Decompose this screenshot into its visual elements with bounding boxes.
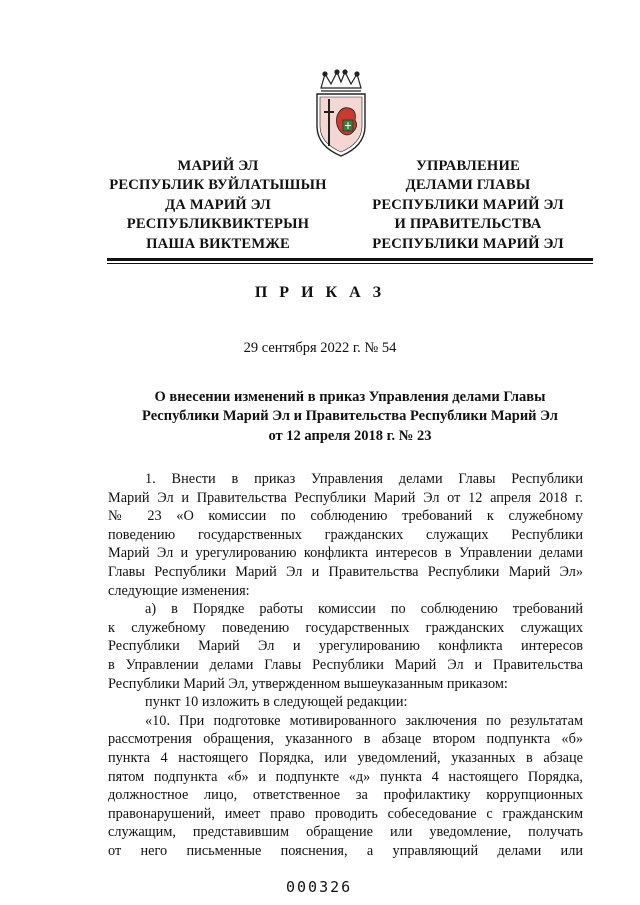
body-line: от него письменные пояснения, а управляющий делами или <box>108 842 583 859</box>
header-right-line: И ПРАВИТЕЛЬСТВА <box>394 216 542 233</box>
body-line: поведению государственных гражданских служащих Республики <box>108 526 583 543</box>
order-body-text <box>108 470 583 860</box>
body-line: Марий Эл и Правительства Республики Марий Эл от 12 апреля 2018 г. <box>108 489 583 506</box>
header-right-line: РЕСПУБЛИКИ МАРИЙ ЭЛ <box>372 235 564 252</box>
body-line: Марий Эл и урегулированию конфликта интересов в Управлении делами <box>108 545 583 562</box>
header-left-line: РЕСПУБЛИК ВУЙЛАТЫШЫН <box>109 177 327 194</box>
body-line: правонарушений, имеет право проводить собеседование с гражданским <box>108 805 583 822</box>
header-right-block <box>352 157 584 254</box>
header-divider-thick <box>107 258 593 261</box>
republic-emblem-icon <box>311 66 371 158</box>
body-line: пятом подпункта «б» и подпункте «д» пункта 4 настоящего Порядка, <box>108 768 583 785</box>
header-left-line: МАРИЙ ЭЛ <box>177 158 259 174</box>
header-right-line: РЕСПУБЛИКИ МАРИЙ ЭЛ <box>372 196 564 213</box>
body-line: служащим, представившим обращение или уведомление, получать <box>108 824 583 841</box>
crown-icon <box>321 70 361 91</box>
header-left-line: ПАША ВИКТЕМЖЕ <box>146 235 290 252</box>
order-subject <box>108 388 592 446</box>
order-date-number: 29 сентября 2022 г. № 54 <box>243 340 397 356</box>
body-line: пункта 4 настоящего Порядка, или уведомлений, указанных в абзаце <box>108 749 583 766</box>
subject-line: Республики Марий Эл и Правительства Республики Марий Эл <box>142 408 558 425</box>
header-left-line: РЕСПУБЛИКВИКТЕРЫН <box>126 216 310 233</box>
header-left-line: ДА МАРИЙ ЭЛ <box>165 196 271 213</box>
body-line: следующие изменения: <box>108 582 250 599</box>
body-line: Главы Республики Марий Эл и Правительства Республики Марий Эл» <box>108 563 583 580</box>
subject-line: от 12 апреля 2018 г. № 23 <box>268 427 432 444</box>
page-number-stamp: 000326 <box>286 878 353 896</box>
body-line: должностное лицо, ответственное за профилактику коррупционных <box>108 787 583 804</box>
body-line: № 23 «О комиссии по соблюдению требований к служебному <box>108 508 583 525</box>
body-line: в Управлении делами Главы Республики Марий Эл и Правительства <box>108 656 583 673</box>
document-title: П Р И К А З <box>254 284 386 301</box>
body-line: рассмотрения обращения, указанного в абзаце втором подпункта «б» <box>108 731 583 748</box>
subject-line: О внесении изменений в приказ Управления делами Главы <box>154 389 546 405</box>
body-line: пункт 10 изложить в следующей редакции: <box>145 694 408 711</box>
body-line: к служебному поведению государственных гражданских служащих <box>108 619 583 636</box>
body-line: а) в Порядке работы комиссии по соблюдению требований <box>145 601 583 618</box>
body-line: «10. При подготовке мотивированного заключения по результатам <box>145 712 583 729</box>
body-line: Республики Марий Эл, утвержденном вышеуказанным приказом: <box>108 675 508 692</box>
body-line: 1. Внести в приказ Управления делами Главы Республики <box>145 471 583 487</box>
header-right-line: УПРАВЛЕНИЕ <box>416 158 520 174</box>
body-line: Республики Марий Эл и урегулированию конфликта интересов <box>108 638 583 655</box>
header-divider-thin <box>107 263 593 264</box>
header-right-line: ДЕЛАМИ ГЛАВЫ <box>405 177 531 194</box>
header-left-block <box>102 157 334 254</box>
